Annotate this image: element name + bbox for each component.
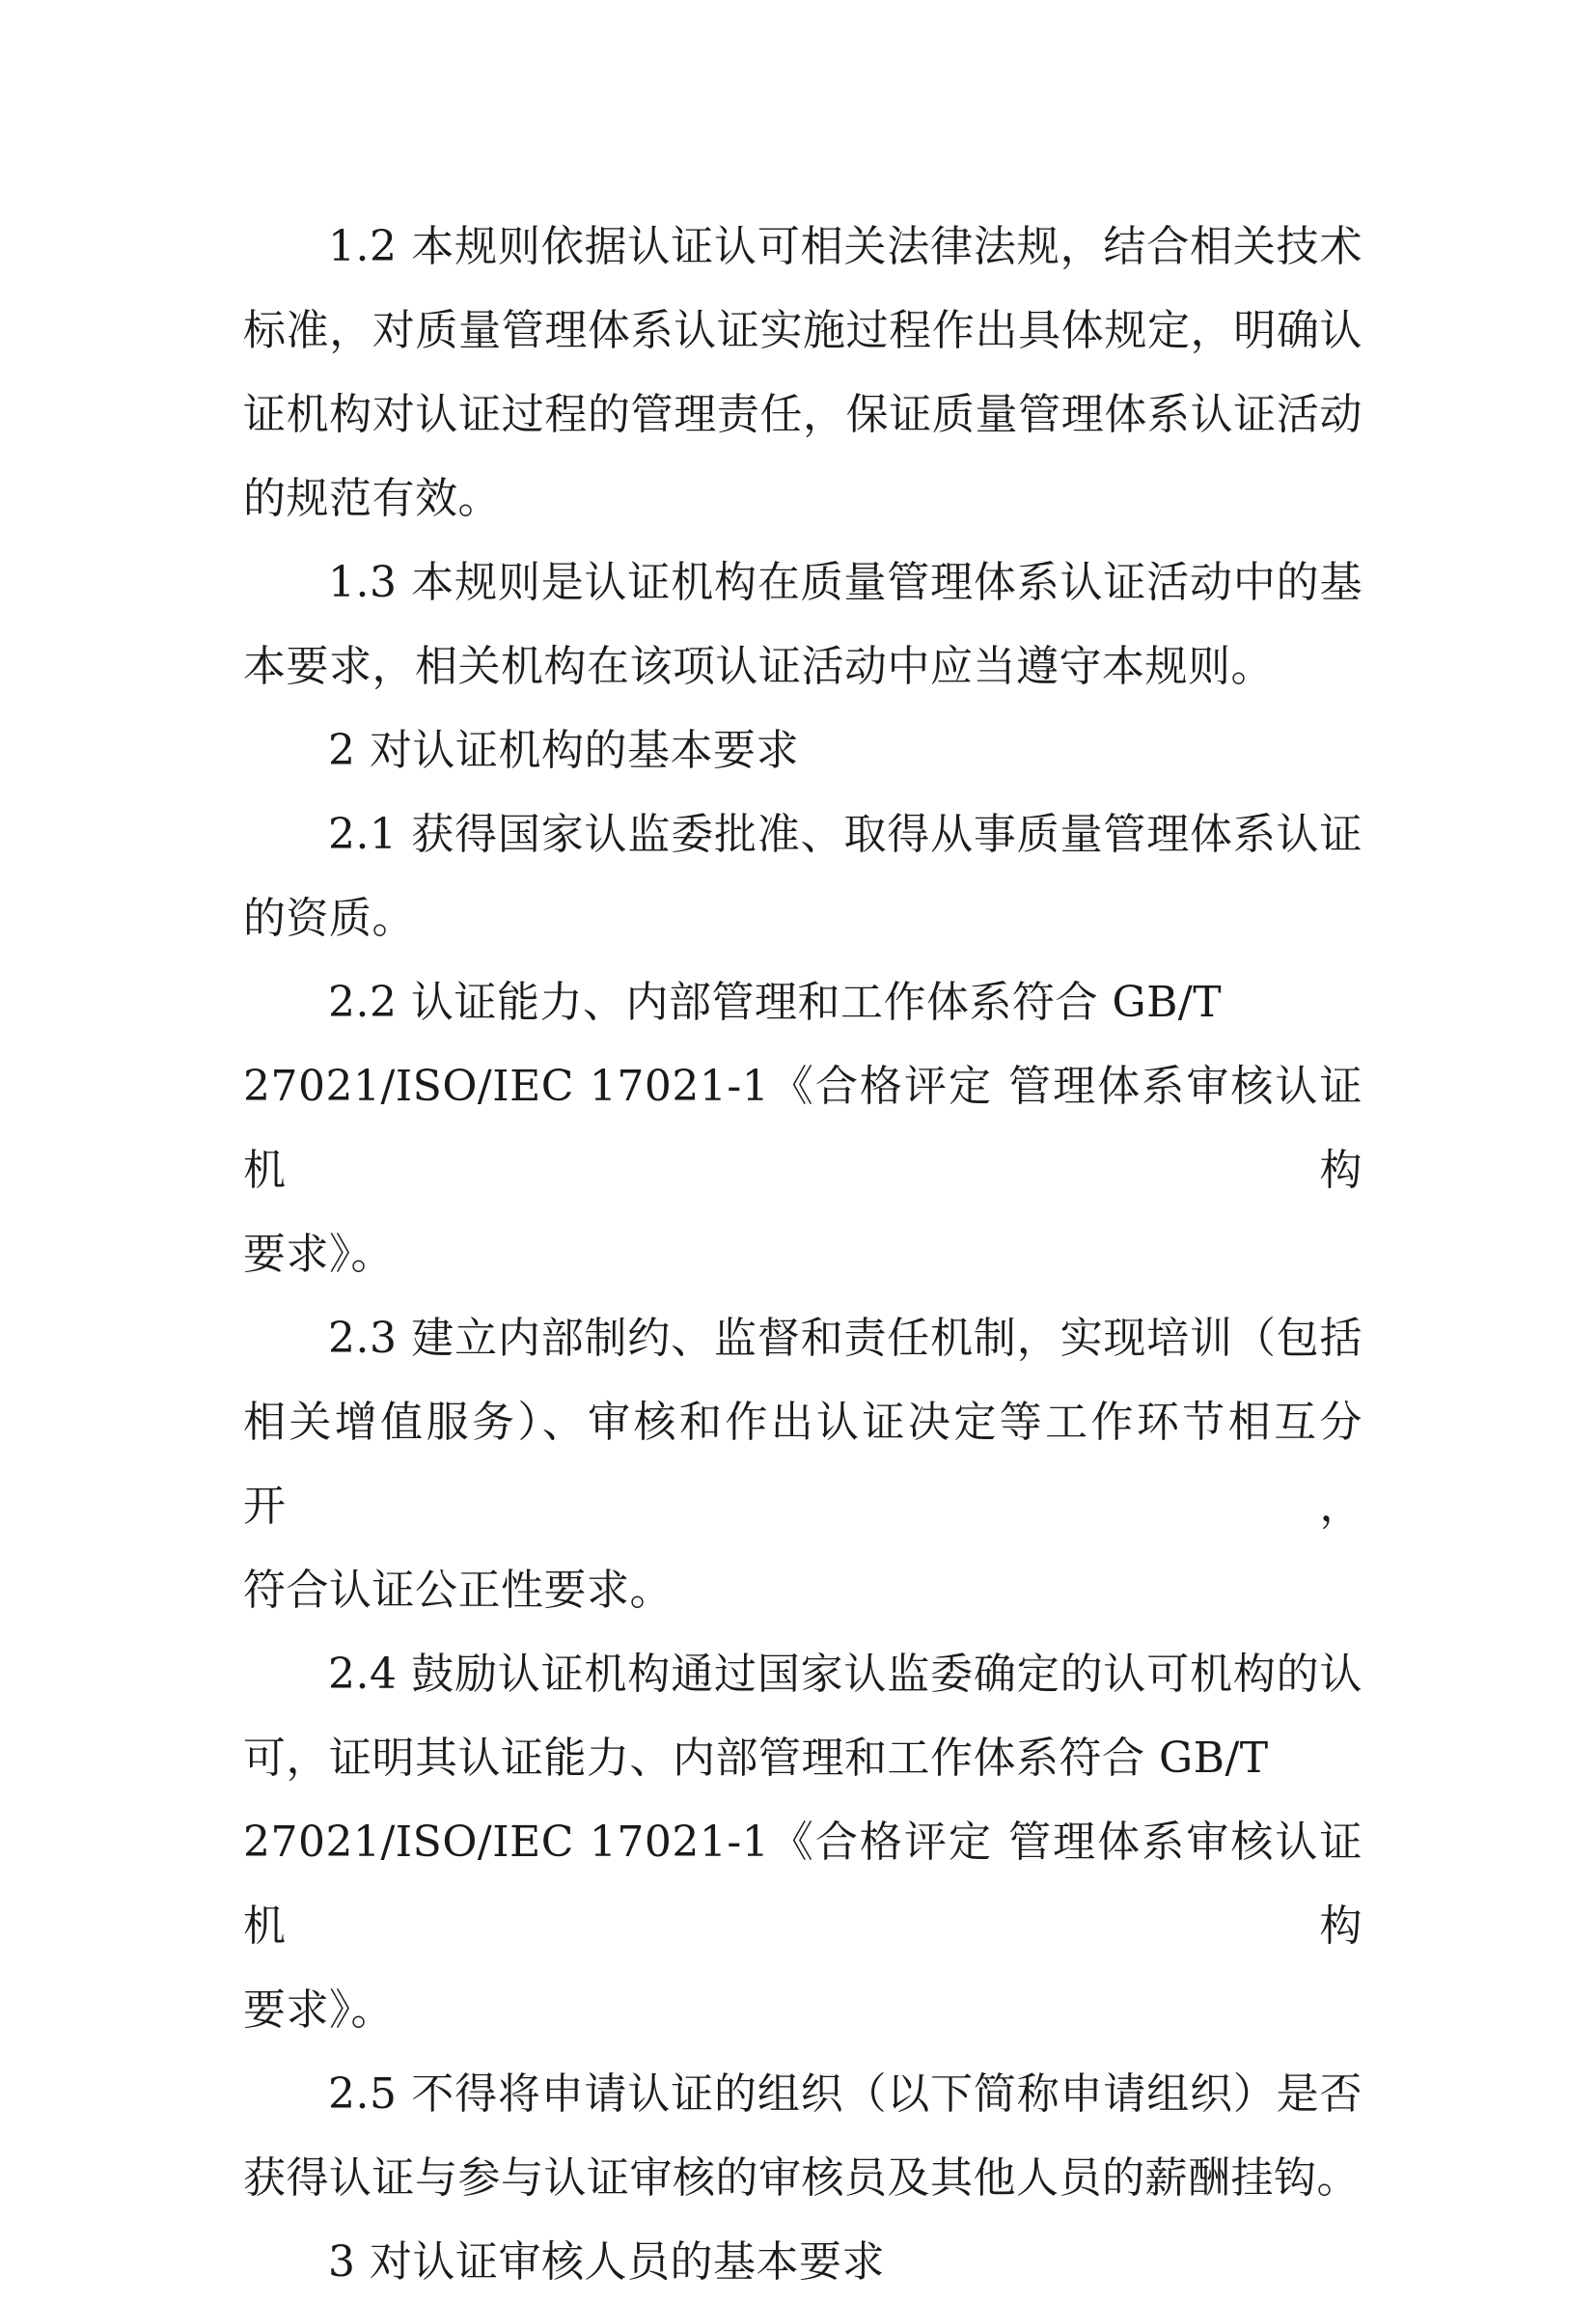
text-line: 的规范有效。 (243, 474, 501, 523)
text-line: 相关增值服务）、审核和作出认证决定等工作环节相互分开， (243, 1398, 1362, 1531)
heading-2 (243, 708, 1362, 792)
paragraph-1-3 (243, 541, 1362, 708)
text-line: 2.4 鼓励认证机构通过国家认监委确定的认可机构的认 (328, 1650, 1362, 1699)
section-heading: 3 对认证审核人员的基本要求 (328, 2237, 885, 2287)
paragraph-2-3 (243, 1296, 1362, 1632)
text-line: 1.2 本规则依据认证认可相关法律法规，结合相关技术 (328, 222, 1362, 271)
text-line: 2.1 获得国家认监委批准、取得从事质量管理体系认证 (328, 810, 1362, 859)
paragraph-2-1 (243, 792, 1362, 960)
text-line: 符合认证公正性要求。 (243, 1566, 673, 1615)
text-line: 要求》。 (243, 1230, 394, 1279)
section-heading: 2 对认证机构的基本要求 (328, 726, 799, 775)
text-line: 2.3 建立内部制约、监督和责任机制，实现培训（包括 (328, 1314, 1362, 1363)
text-line: 1.3 本规则是认证机构在质量管理体系认证活动中的基 (328, 558, 1362, 607)
heading-3 (243, 2220, 1362, 2304)
text-line: 标准，对质量管理体系认证实施过程作出具体规定，明确认 (243, 306, 1362, 355)
text-line: 的资质。 (243, 894, 415, 943)
paragraph-2-4 (243, 1632, 1362, 2052)
document-body (243, 205, 1362, 2304)
paragraph-2-2 (243, 960, 1362, 1296)
text-line: 2.2 认证能力、内部管理和工作体系符合 GB/T (328, 978, 1223, 1027)
text-line: 要求》。 (243, 1985, 394, 2035)
paragraph-1-2 (243, 205, 1362, 541)
text-line: 可，证明其认证能力、内部管理和工作体系符合 GB/T (243, 1734, 1269, 1783)
text-line: 27021/ISO/IEC 17021-1《合格评定 管理体系审核认证机构 (243, 1062, 1362, 1195)
text-line: 27021/ISO/IEC 17021-1《合格评定 管理体系审核认证机构 (243, 1818, 1362, 1951)
text-line: 2.5 不得将申请认证的组织（以下简称申请组织）是否 (328, 2069, 1362, 2119)
paragraph-2-5 (243, 2052, 1362, 2220)
text-line: 本要求，相关机构在该项认证活动中应当遵守本规则。 (243, 642, 1274, 691)
text-line: 获得认证与参与认证审核的审核员及其他人员的薪酬挂钩。 (243, 2153, 1360, 2203)
text-line: 证机构对认证过程的管理责任，保证质量管理体系认证活动 (243, 390, 1362, 439)
